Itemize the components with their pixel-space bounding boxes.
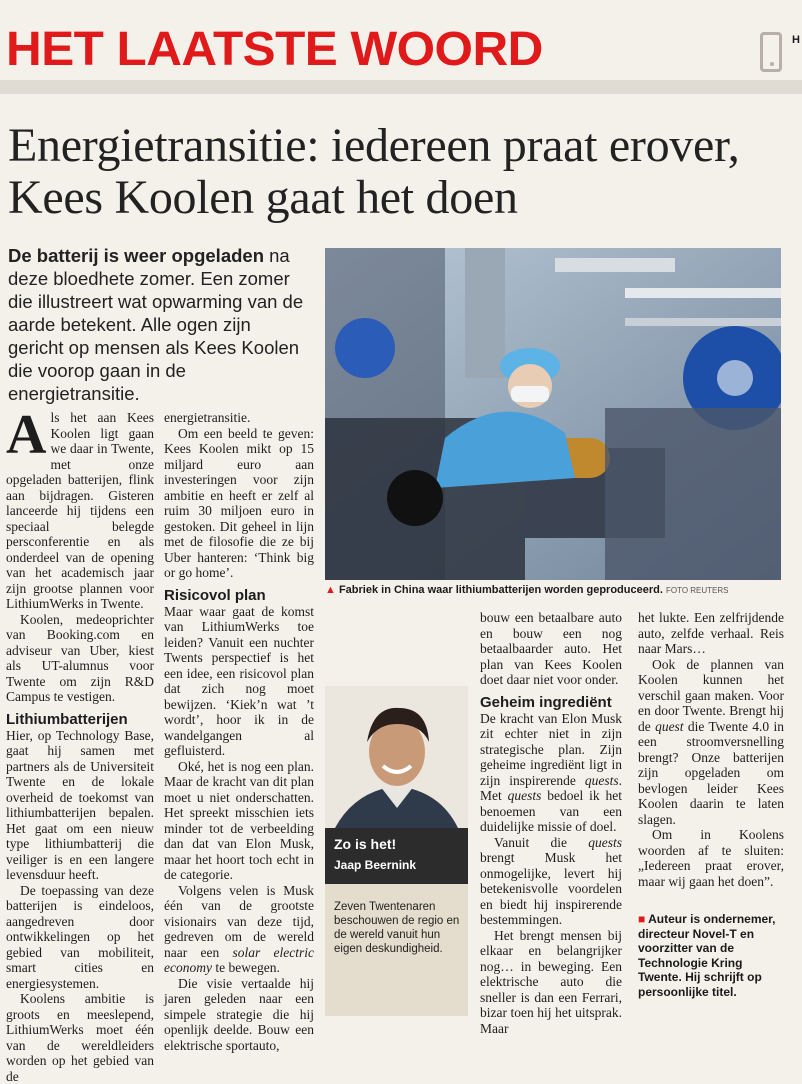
col2-paragraph-5: Volgens velen is Musk één van de grootste visionairs van deze tijd, gedreven om de wereld naar een solar electric economy te bewegen.: [164, 882, 314, 975]
article-lead: [8, 244, 308, 405]
col1-paragraph-3: Hier, op Technology Base, gaat hij samen met partners als de Universiteit Twente en de lokale overheid de toekomst van lithiumbatterijen bepalen. Het gaat om een nieuw type lithiumbatterij die veiliger is en een langere levensduur heeft.: [6, 727, 154, 882]
col4-paragraph-2: Ook de plannen van Koolen kunnen het verschil gaan maken. Voor en door Twente. Brengt hij de quest die Twente 4.0 in een stroomversnelling brengt? Onze batterijen zijn opgeladen om bevlogen leider Kees Koolen daarin te laten slagen.: [638, 656, 784, 827]
col1-paragraph-5: Koolens ambitie is groots en meeslepend, LithiumWerks moet één van de wereldleiders worden op het gebied van de: [6, 991, 154, 1084]
author-photo: [325, 686, 468, 828]
photo-caption: [325, 584, 795, 596]
subheading-geheim-ingredient: Geheim ingrediënt: [480, 693, 612, 711]
article-headline: Energietransitie: iedereen praat erover, Kees Koolen gaat het doen: [8, 119, 740, 224]
col1-paragraph-1: ls het aan Kees Koolen ligt gaan we daar in Twente, met onze opgeladen batterijen, flink aan bijdragen. Gisteren lanceerde hij tijdens een speciaal belegde persconferentie en als onderdeel van de opening van het academisch jaar zijn grootse plannen voor LithiumWerks in Twente.: [6, 410, 154, 611]
author-box-title: Zo is het!: [334, 836, 397, 852]
header-rule: [0, 80, 802, 94]
col3-paragraph-2: De kracht van Elon Musk zit echter niet in zijn strategische plan. Zijn geheime ingrediënt ligt in zijn inspirerende quests. Met quests bedoel ik het benoemen van een duidelijke missie of doel.: [480, 710, 623, 834]
caption-triangle-icon: ▲: [325, 584, 336, 596]
col2-paragraph-3: Maar waar gaat de komst van LithiumWerks toe leiden? Vanuit een nuchter Twents perspectief is het een idee, een risicovol plan dat zich nog moet bewijzen. ‘Kiek’n wat ’t wordt’, hoor ik in de wandelgangen al gefluisterd.: [164, 603, 314, 758]
header-side-letter: H: [792, 34, 800, 46]
phone-icon: [760, 32, 782, 72]
drop-cap: A: [6, 404, 47, 466]
lead-bold: De batterij is weer opgeladen: [8, 245, 264, 266]
article-column-3: [480, 610, 622, 1036]
col3-paragraph-4: Het brengt mensen bij elkaar en belangrijker nog… in beweging. Een elektrische auto die sneller is dan een Ferrari, bizar toen hij het uitsprak. Maar: [480, 927, 622, 1036]
factory-photo: [325, 248, 781, 580]
section-rubric: HET LAATSTE WOORD: [6, 23, 543, 76]
lead-rest: na deze bloedhete zomer. Een zomer die illustreert wat opwarming van de aarde betekent. Alle ogen zijn gericht op mensen als Kees Koolen die voorop gaan in de energietransitie.: [8, 245, 304, 404]
col3-paragraph-3: Vanuit die quests brengt Musk het onmogelijke, levert hij betekenisvolle voordelen en biedt hij inspirerende bestemmingen.: [480, 834, 622, 927]
bio-square-icon: ■: [638, 912, 646, 926]
col4-paragraph-1: het lukte. Een zelfrijdende auto, zelfde verhaal. Reis naar Mars…: [638, 610, 784, 656]
col2-paragraph-1: energietransitie.: [164, 410, 251, 425]
author-bio: ■ Auteur is ondernemer, directeur Novel-T en voorzitter van de Technologie Kring Twente. Hij schrijft op persoonlijke titel.: [638, 912, 776, 999]
subheading-risicovol-plan: Risicovol plan: [164, 586, 266, 604]
author-name: Jaap Beernink: [334, 858, 417, 872]
subheading-lithiumbatterijen: Lithiumbatterijen: [6, 710, 128, 728]
caption-text: Fabriek in China waar lithiumbatterijen worden geproduceerd.: [338, 584, 663, 596]
photo-credit: FOTO REUTERS: [665, 586, 729, 595]
col1-paragraph-4: De toepassing van deze batterijen is eindeloos, aangedreven door ontwikkelingen op het gebied van mobiliteit, smart cities en energiesystemen.: [6, 882, 154, 991]
author-box-description: Zeven Twentenaren beschouwen de regio en de wereld vanuit hun eigen deskundigheid.: [334, 901, 460, 955]
col2-paragraph-6: Die visie vertaalde hij jaren geleden naar een simpele strategie die hij openlijk deelde. Bouw een elektrische sportauto,: [164, 975, 314, 1053]
factory-illustration: [325, 248, 781, 580]
col3-paragraph-1: bouw een betaalbare auto en bouw een nog betaalbaarder auto. Het plan van Kees Koolen doet daar niet voor onder.: [480, 610, 622, 687]
col1-paragraph-2: Koolen, medeoprichter van Booking.com en adviseur van Uber, kiest als UT-alumnus voor Twente om zijn R&D Campus te vestigen.: [6, 611, 154, 704]
article-column-2: [164, 410, 314, 1053]
author-portrait: [325, 686, 468, 828]
col2-paragraph-2: Om een beeld te geven: Kees Koolen mikt op 15 miljard euro aan investeringen voor zijn ambitie en heeft er zelf al ruim 30 miljoen euro in gestoken. Dit geheel in lijn met de filosofie die ze bij Uber hanteren: ‘Think big or go home’.: [164, 425, 314, 580]
article-column-4: [638, 610, 784, 889]
col2-paragraph-4: Oké, het is nog een plan. Maar de kracht van dit plan moet u niet onderschatten. Het spreekt misschien iets minder tot de verbeelding dan dat van Elon Musk, maar het hoort toch echt in de categorie.: [164, 758, 314, 882]
article-column-1: [6, 404, 154, 1084]
col4-paragraph-3: Om in Koolens woorden af te sluiten: „Iedereen praat erover, maar wij gaan het doen”.: [638, 827, 784, 889]
